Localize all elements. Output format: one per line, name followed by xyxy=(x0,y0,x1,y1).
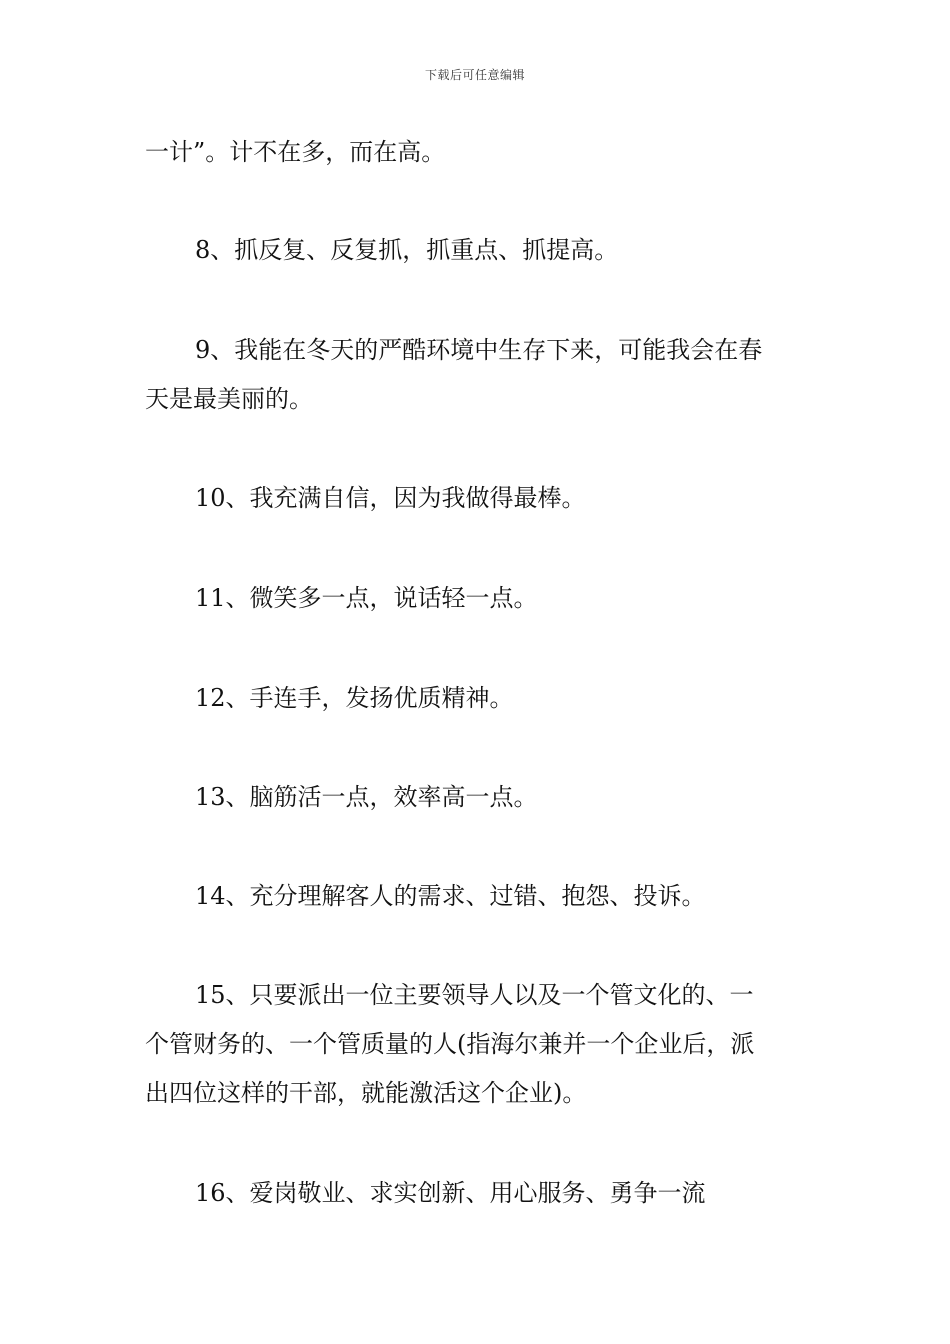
paragraph-item-8 xyxy=(145,226,815,275)
paragraph-line: 出四位这样的干部，就能激活这个企业)。 xyxy=(145,1079,587,1107)
paragraph-continuation xyxy=(145,128,815,177)
paragraph-item-12 xyxy=(145,674,815,723)
paragraph-item-13 xyxy=(145,773,815,822)
paragraph-line: 14、充分理解客人的需求、过错、抱怨、投诉。 xyxy=(195,882,706,910)
paragraph-line: 16、爱岗敬业、求实创新、用心服务、勇争一流 xyxy=(195,1179,706,1207)
paragraph-line: 8、抓反复、反复抓，抓重点、抓提高。 xyxy=(195,236,619,264)
paragraph-item-15 xyxy=(145,971,815,1118)
paragraph-item-10 xyxy=(145,474,815,523)
paragraph-line: 11、微笑多一点，说话轻一点。 xyxy=(195,584,538,612)
paragraph-item-16 xyxy=(145,1169,815,1218)
paragraph-item-11 xyxy=(145,574,815,623)
paragraph-item-14 xyxy=(145,872,815,921)
paragraph-line: 10、我充满自信，因为我做得最棒。 xyxy=(195,484,586,512)
paragraph-line: 15、只要派出一位主要领导人以及一个管文化的、一 xyxy=(195,981,754,1009)
paragraph-line: 12、手连手，发扬优质精神。 xyxy=(195,684,514,712)
paragraph-line: 9、我能在冬天的严酷环境中生存下来，可能我会在春 xyxy=(195,336,763,364)
paragraph-item-9 xyxy=(145,326,815,424)
paragraph-line: 天是最美丽的。 xyxy=(145,385,313,413)
page-header-note: 下载后可任意编辑 xyxy=(424,68,525,82)
paragraph-line: 13、脑筋活一点，效率高一点。 xyxy=(195,783,538,811)
paragraph-line: 一计”。计不在多，而在高。 xyxy=(145,138,446,166)
paragraph-line: 个管财务的、一个管质量的人(指海尔兼并一个企业后，派 xyxy=(145,1030,755,1058)
